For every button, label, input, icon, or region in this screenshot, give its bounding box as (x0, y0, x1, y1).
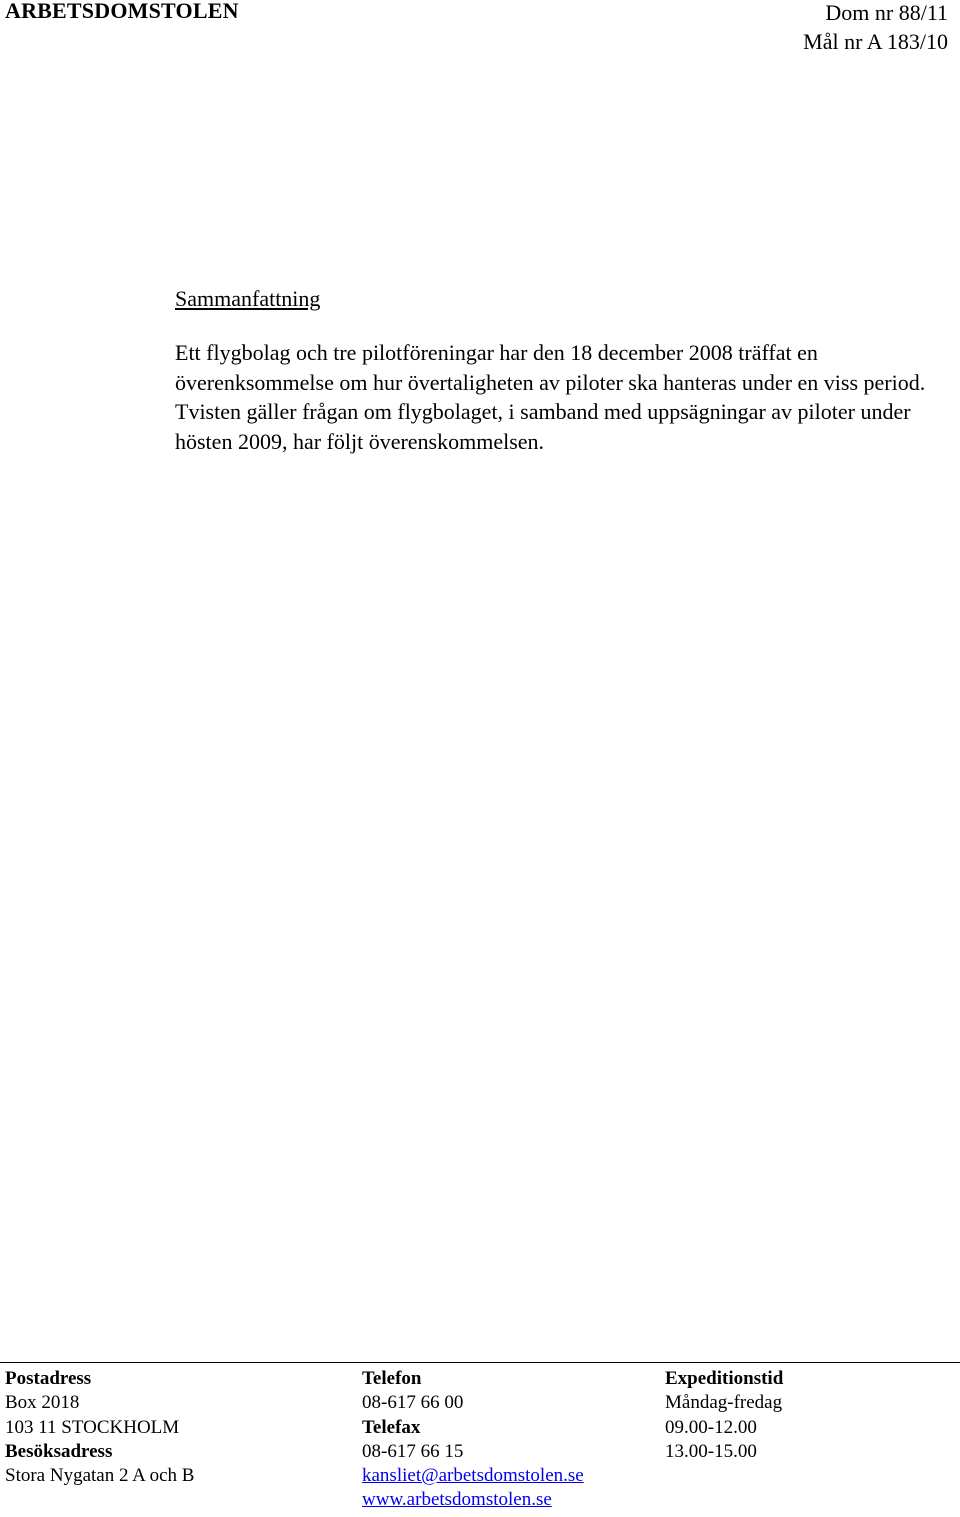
footer-divider (0, 1362, 960, 1363)
phone-heading: Telefon (362, 1368, 422, 1389)
footer-contact-column (362, 1367, 584, 1513)
visiting-address: Stora Nygatan 2 A och B (5, 1465, 195, 1487)
office-hours-morning: 09.00-12.00 (665, 1416, 757, 1438)
visiting-address-heading: Besöksadress (5, 1440, 113, 1462)
summary-heading: Sammanfattning (175, 286, 321, 311)
office-days: Måndag-fredag (665, 1392, 783, 1414)
phone-number: 08-617 66 00 (362, 1392, 464, 1414)
case-number: Mål nr A 183/10 (803, 29, 948, 54)
postal-city: 103 11 STOCKHOLM (5, 1416, 180, 1438)
postal-address-heading: Postadress (5, 1368, 92, 1389)
fax-number: 08-617 66 15 (362, 1440, 464, 1462)
website-link[interactable]: www.arbetsdomstolen.se (362, 1489, 552, 1511)
footer-address-column (5, 1367, 194, 1488)
office-hours-heading: Expeditionstid (665, 1368, 784, 1389)
office-hours-afternoon: 13.00-15.00 (665, 1440, 757, 1462)
judgment-number: Dom nr 88/11 (825, 0, 948, 25)
postal-box: Box 2018 (5, 1392, 80, 1414)
fax-heading: Telefax (362, 1416, 421, 1438)
summary-section (175, 284, 935, 456)
footer-hours-column (665, 1367, 783, 1464)
email-link[interactable]: kansliet@arbetsdomstolen.se (362, 1465, 584, 1487)
court-name: ARBETSDOMSTOLEN (5, 0, 239, 23)
case-references (803, 0, 948, 56)
summary-text: Ett flygbolag och tre pilotföreningar har den 18 december 2008 träffat en överenksommelse om hur övertaligheten av piloter ska hanteras under en viss period. Tvisten gäller frågan om flygbolaget, i samband med uppsägningar av piloter under hösten 2009, har följt överenskommelsen. (175, 340, 926, 454)
